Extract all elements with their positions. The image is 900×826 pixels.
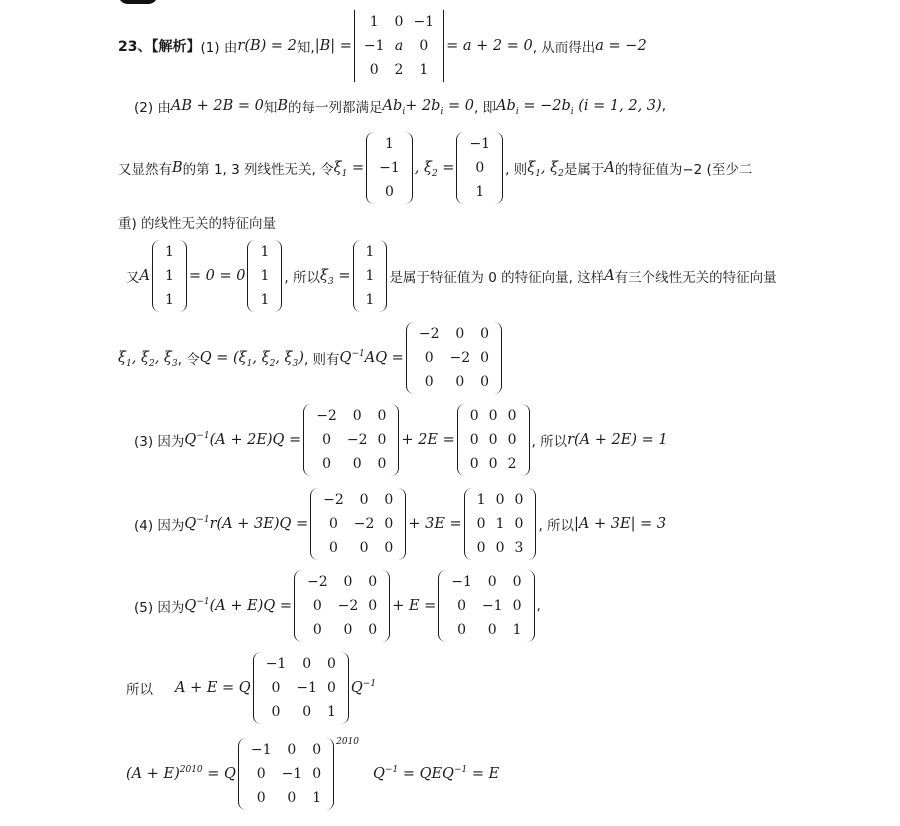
diag-line xyxy=(118,322,504,394)
matrix-cell: 0 xyxy=(476,540,486,556)
p7-text-a: (4) 因为 xyxy=(134,518,185,534)
problem-number: 23、【解析】 xyxy=(118,39,201,55)
matrix-cell: −1 xyxy=(413,14,435,30)
matrix-cell: 2 xyxy=(394,62,404,78)
p1-text-a: (1) 由 xyxy=(200,40,238,56)
matrix-cell: 0 xyxy=(368,574,378,590)
p4-vector-1 xyxy=(152,240,187,312)
matrix-cell: 0 xyxy=(359,540,369,556)
matrix-cell: −1 xyxy=(281,766,303,782)
matrix-cell: −1 xyxy=(451,574,472,590)
so-line xyxy=(126,652,376,724)
matrix-cell: 0 xyxy=(469,432,479,448)
p3-text-l: 的特征值为−2 (至少二 xyxy=(614,162,753,178)
matrix-cell: 0 xyxy=(455,326,465,342)
p5-text-d: , 令 xyxy=(177,352,200,368)
matrix-cell: 0 xyxy=(352,456,362,472)
p1-eq: = a + 2 = 0 xyxy=(446,38,533,54)
p2-text-i: , 即 xyxy=(473,100,497,116)
top-ink-mark xyxy=(118,0,158,4)
p6-text-e: , 所以 xyxy=(531,434,568,450)
p6-matrix-1 xyxy=(303,404,399,476)
p3-xi2: , $\xi_2$ = xyxy=(414,160,455,179)
matrix-cell: −2 xyxy=(346,432,368,448)
p1-result: a = −2 xyxy=(595,38,647,54)
p3-A: A xyxy=(604,160,615,176)
matrix-cell: 1 xyxy=(419,62,429,78)
p4-text-a: 又 xyxy=(126,270,140,286)
matrix-cell: 0 xyxy=(507,408,517,424)
p2-B: B xyxy=(277,98,289,114)
matrix-cell: 1 xyxy=(260,292,270,308)
matrix-cell: −2 xyxy=(306,574,328,590)
part2-line xyxy=(134,96,666,116)
matrix-cell: 1 xyxy=(384,136,394,152)
p5-diag-matrix xyxy=(406,322,502,394)
matrix-cell: 0 xyxy=(312,598,322,614)
matrix-cell: 0 xyxy=(312,622,322,638)
matrix-cell: 0 xyxy=(475,160,485,176)
matrix-cell: 0 xyxy=(469,456,479,472)
p6-expr: $Q^{-1}(A + 2E)Q$ = xyxy=(184,431,302,448)
matrix-cell: 1 xyxy=(365,244,375,260)
p8-plus: + E = xyxy=(392,598,437,614)
p7-plus: + 3E = xyxy=(408,516,462,532)
p3-B: B xyxy=(172,160,183,176)
p1-rank: r(B) = 2 xyxy=(237,38,297,54)
matrix-cell: 0 xyxy=(384,540,394,556)
matrix-cell: 1 xyxy=(312,790,322,806)
matrix-cell: −2 xyxy=(449,350,471,366)
matrix-cell: 0 xyxy=(377,408,387,424)
matrix-cell: 0 xyxy=(326,656,336,672)
p7-matrix-2 xyxy=(464,488,537,560)
p4-vector-3 xyxy=(353,240,388,312)
matrix-cell: 0 xyxy=(384,516,394,532)
p10-lhs: $(A + E)^{2010} = Q$ xyxy=(126,765,236,782)
matrix-cell: 0 xyxy=(368,598,378,614)
matrix-cell: 0 xyxy=(419,38,429,54)
matrix-cell: 0 xyxy=(424,374,434,390)
matrix-cell: 0 xyxy=(512,574,522,590)
p8-comma: , xyxy=(536,598,541,614)
p5-xis: $\xi_1$, $\xi_2$, $\xi_3$ xyxy=(118,350,178,369)
matrix-cell: 0 xyxy=(480,326,490,342)
p3-xi1: $\xi_1$ = xyxy=(333,160,365,179)
p2-abi: $Ab_i+ 2b_i = 0$ xyxy=(382,98,474,117)
matrix-cell: 0 xyxy=(377,456,387,472)
p3-text-a: 又显然有 xyxy=(118,162,172,178)
matrix-cell: 0 xyxy=(469,408,479,424)
matrix-cell: 0 xyxy=(495,540,505,556)
p2-text-a: (2) 由 xyxy=(134,100,171,116)
matrix-cell: 0 xyxy=(287,742,297,758)
matrix-cell: 0 xyxy=(312,766,322,782)
p9-expr: A + E = Q xyxy=(175,680,251,696)
matrix-cell: 1 xyxy=(164,268,174,284)
matrix-cell: 0 xyxy=(394,14,404,30)
matrix-cell: 3 xyxy=(514,540,524,556)
matrix-cell: 1 xyxy=(260,268,270,284)
matrix-cell: 0 xyxy=(302,656,312,672)
p4-vector-2 xyxy=(247,240,282,312)
matrix-cell: 0 xyxy=(329,540,338,556)
matrix-cell: −1 xyxy=(363,38,385,54)
p3-text-h: , 则 xyxy=(505,162,528,178)
matrix-cell: −1 xyxy=(481,598,503,614)
part3-line xyxy=(134,404,668,476)
p9-matrix xyxy=(253,652,349,724)
matrix-cell: −2 xyxy=(418,326,440,342)
matrix-cell: 1 xyxy=(369,14,379,30)
part2-cont-line xyxy=(118,132,752,204)
matrix-cell: 0 xyxy=(343,622,353,638)
p4-xi3: $\xi_3$ = xyxy=(320,268,351,287)
matrix-cell: 1 xyxy=(365,292,375,308)
matrix-cell: 2 xyxy=(507,456,517,472)
p1-text-f: , 从而得出 xyxy=(532,40,596,56)
p3-xi2-vector xyxy=(456,132,503,204)
p2-abi2: $Ab_i = -2b_i$ (i = 1, 2, 3) xyxy=(496,98,662,117)
matrix-cell: 0 xyxy=(271,680,281,696)
matrix-cell: 0 xyxy=(368,622,378,638)
part1-line xyxy=(118,10,647,82)
matrix-cell: −2 xyxy=(316,408,337,424)
matrix-cell: 0 xyxy=(322,432,331,448)
matrix-cell: 0 xyxy=(377,432,387,448)
p10-tail: $Q^{-1} = QEQ^{-1} = E$ xyxy=(373,765,500,782)
p2-text-c: 知 xyxy=(263,100,278,116)
p10-matrix xyxy=(238,738,334,810)
p4-eq: = 0 = 0 xyxy=(188,268,246,284)
matrix-cell: 0 xyxy=(359,492,369,508)
p6-text-a: (3) 因为 xyxy=(134,434,185,450)
matrix-cell: 0 xyxy=(312,742,322,758)
p6-matrix-2 xyxy=(457,404,530,476)
p3b-text: 重) 的线性无关的特征向量 xyxy=(118,216,277,232)
p3-text-j: 是属于 xyxy=(563,162,605,178)
p7-text-e: , 所以 xyxy=(538,518,575,534)
p1-determinant xyxy=(354,10,444,82)
p7-matrix-1 xyxy=(310,488,406,560)
p4-text-i: 有三个线性无关的特征向量 xyxy=(614,270,777,286)
matrix-cell: 0 xyxy=(343,574,353,590)
p9-text-a: 所以 xyxy=(126,682,153,698)
eigen0-line xyxy=(126,240,777,312)
matrix-cell: −2 xyxy=(323,492,344,508)
matrix-cell: 1 xyxy=(475,184,485,200)
p2-comma: , xyxy=(661,98,666,114)
matrix-cell: 0 xyxy=(514,492,524,508)
matrix-cell: 0 xyxy=(455,374,465,390)
matrix-cell: 0 xyxy=(424,350,434,366)
matrix-cell: 0 xyxy=(487,574,497,590)
matrix-cell: 0 xyxy=(514,516,524,532)
matrix-cell: 0 xyxy=(457,598,467,614)
matrix-cell: 0 xyxy=(302,704,312,720)
matrix-cell: 0 xyxy=(352,408,362,424)
matrix-cell: 0 xyxy=(480,350,490,366)
p9-Qinv: $Q^{-1}$ xyxy=(350,679,377,696)
matrix-cell: 0 xyxy=(287,790,297,806)
matrix-cell: 0 xyxy=(256,790,266,806)
part5-line xyxy=(134,570,541,642)
matrix-cell: 0 xyxy=(271,704,281,720)
matrix-cell: 0 xyxy=(384,184,394,200)
matrix-cell: 0 xyxy=(326,680,336,696)
p5-QAQ: $Q^{-1}AQ$ = xyxy=(339,349,404,366)
p10-rhs: 2010 xyxy=(336,737,360,748)
matrix-cell: −1 xyxy=(265,656,287,672)
p3-xis: $\xi_1$, $\xi_2$ xyxy=(527,160,564,179)
matrix-cell: 0 xyxy=(488,432,498,448)
p8-text-a: (5) 因为 xyxy=(134,600,185,616)
p8-expr: $Q^{-1}(A + E)Q$ = xyxy=(184,597,292,614)
p8-matrix-2 xyxy=(438,570,534,642)
p7-result: |A + 3E| = 3 xyxy=(574,516,667,532)
matrix-cell: 0 xyxy=(329,516,338,532)
p2-eq: AB + 2B = 0 xyxy=(170,98,264,114)
matrix-cell: −1 xyxy=(469,136,491,152)
matrix-cell: 1 xyxy=(164,244,174,260)
matrix-cell: 0 xyxy=(488,456,498,472)
p5-text-f: , 则有 xyxy=(303,352,340,368)
matrix-cell: −1 xyxy=(379,160,400,176)
matrix-cell: 0 xyxy=(488,408,498,424)
p3-text-c: 的第 1, 3 列线性无关, 令 xyxy=(182,162,334,178)
matrix-cell: 0 xyxy=(480,374,490,390)
matrix-cell: −1 xyxy=(250,742,272,758)
power-line xyxy=(126,738,499,810)
matrix-cell: a xyxy=(394,38,404,54)
matrix-cell: 0 xyxy=(369,62,379,78)
part4-line xyxy=(134,488,666,560)
p6-plus: + 2E = xyxy=(401,432,455,448)
matrix-cell: 1 xyxy=(495,516,505,532)
matrix-cell: 1 xyxy=(326,704,336,720)
matrix-cell: 0 xyxy=(512,598,522,614)
p1-text-c: 知, xyxy=(296,40,315,56)
matrix-cell: −2 xyxy=(337,598,359,614)
matrix-cell: 0 xyxy=(384,492,394,508)
matrix-cell: −1 xyxy=(296,680,317,696)
matrix-cell: 0 xyxy=(495,492,505,508)
matrix-cell: 1 xyxy=(260,244,270,260)
p7-expr: $Q^{-1}r(A + 3E)Q$ = xyxy=(184,515,309,532)
matrix-cell: −2 xyxy=(353,516,375,532)
matrix-cell: 1 xyxy=(512,622,522,638)
p8-matrix-1 xyxy=(294,570,390,642)
matrix-cell: 1 xyxy=(476,492,486,508)
matrix-cell: 0 xyxy=(476,516,486,532)
p1-det-label: |B| = xyxy=(314,38,352,54)
matrix-cell: 1 xyxy=(164,292,174,308)
matrix-cell: 0 xyxy=(322,456,331,472)
p6-result: r(A + 2E) = 1 xyxy=(567,432,668,448)
matrix-cell: 1 xyxy=(365,268,375,284)
p3-xi1-vector xyxy=(366,132,413,204)
p2-text-e: 的每一列都满足 xyxy=(288,100,383,116)
matrix-cell: 0 xyxy=(256,766,266,782)
p5-Q: $Q = (\xi_1$, $\xi_2$, $\xi_3$) xyxy=(199,350,304,369)
part2-cont2-line xyxy=(118,212,276,232)
p4-text-g: 是属于特征值为 0 的特征向量, 这样 xyxy=(389,270,605,286)
matrix-cell: 0 xyxy=(457,622,467,638)
p4-text-d: , 所以 xyxy=(284,270,320,286)
matrix-cell: 0 xyxy=(487,622,497,638)
p4-A: A xyxy=(139,268,150,284)
p4-A2: A xyxy=(604,268,615,284)
matrix-cell: 0 xyxy=(507,432,517,448)
